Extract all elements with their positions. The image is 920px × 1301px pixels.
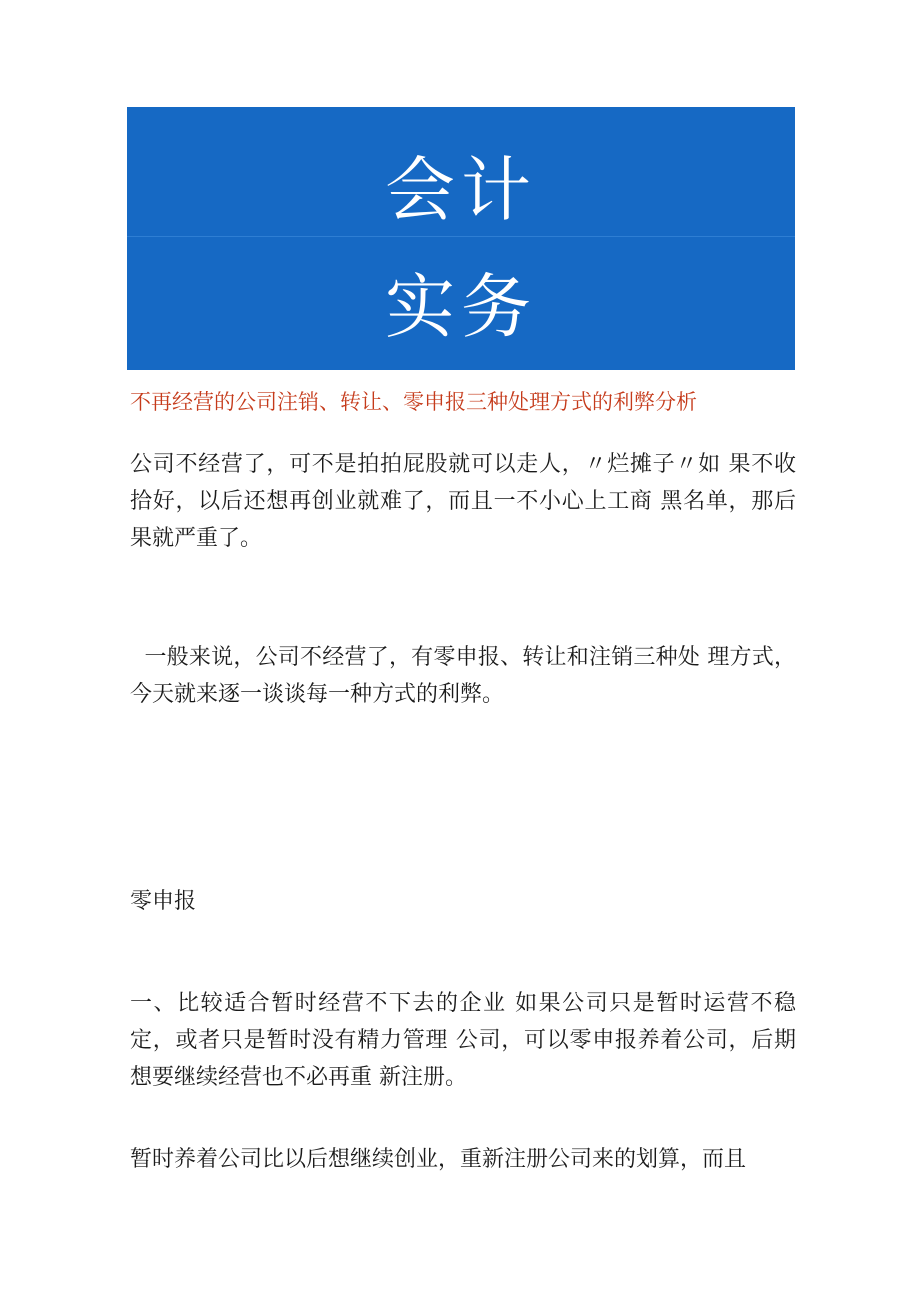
banner [127,107,795,370]
section-paragraph-1: 一、比较适合暂时经营不下去的企业 如果公司只是暂时运营不稳定，或者只是暂时没有精力管理 公司，可以零申报养着公司，后期想要继续经营也不必再重 新注册。 [130,991,796,1090]
banner-title-line-1: 会计 [385,149,537,231]
intro-paragraph-2: 一般来说，公司不经营了，有零申报、转让和注销三种处 理方式，今天就来逐一谈谈每一种方式的利弊。 [130,645,796,707]
section-paragraph-2: 暂时养着公司比以后想继续创业，重新注册公司来的划算，而且 [130,1147,747,1172]
article-title: 不再经营的公司注销、转让、零申报三种处理方式的利弊分析 [130,390,697,414]
banner-divider [127,236,795,237]
section-heading: 零申报 [130,889,197,914]
banner-title-line-2: 实务 [385,266,537,348]
intro-paragraph-1: 公司不经营了，可不是拍拍屁股就可以走人，〃烂摊子〃如 果不收拾好，以后还想再创业就难了，而且一不小心上工商 黑名单，那后果就严重了。 [130,452,796,551]
